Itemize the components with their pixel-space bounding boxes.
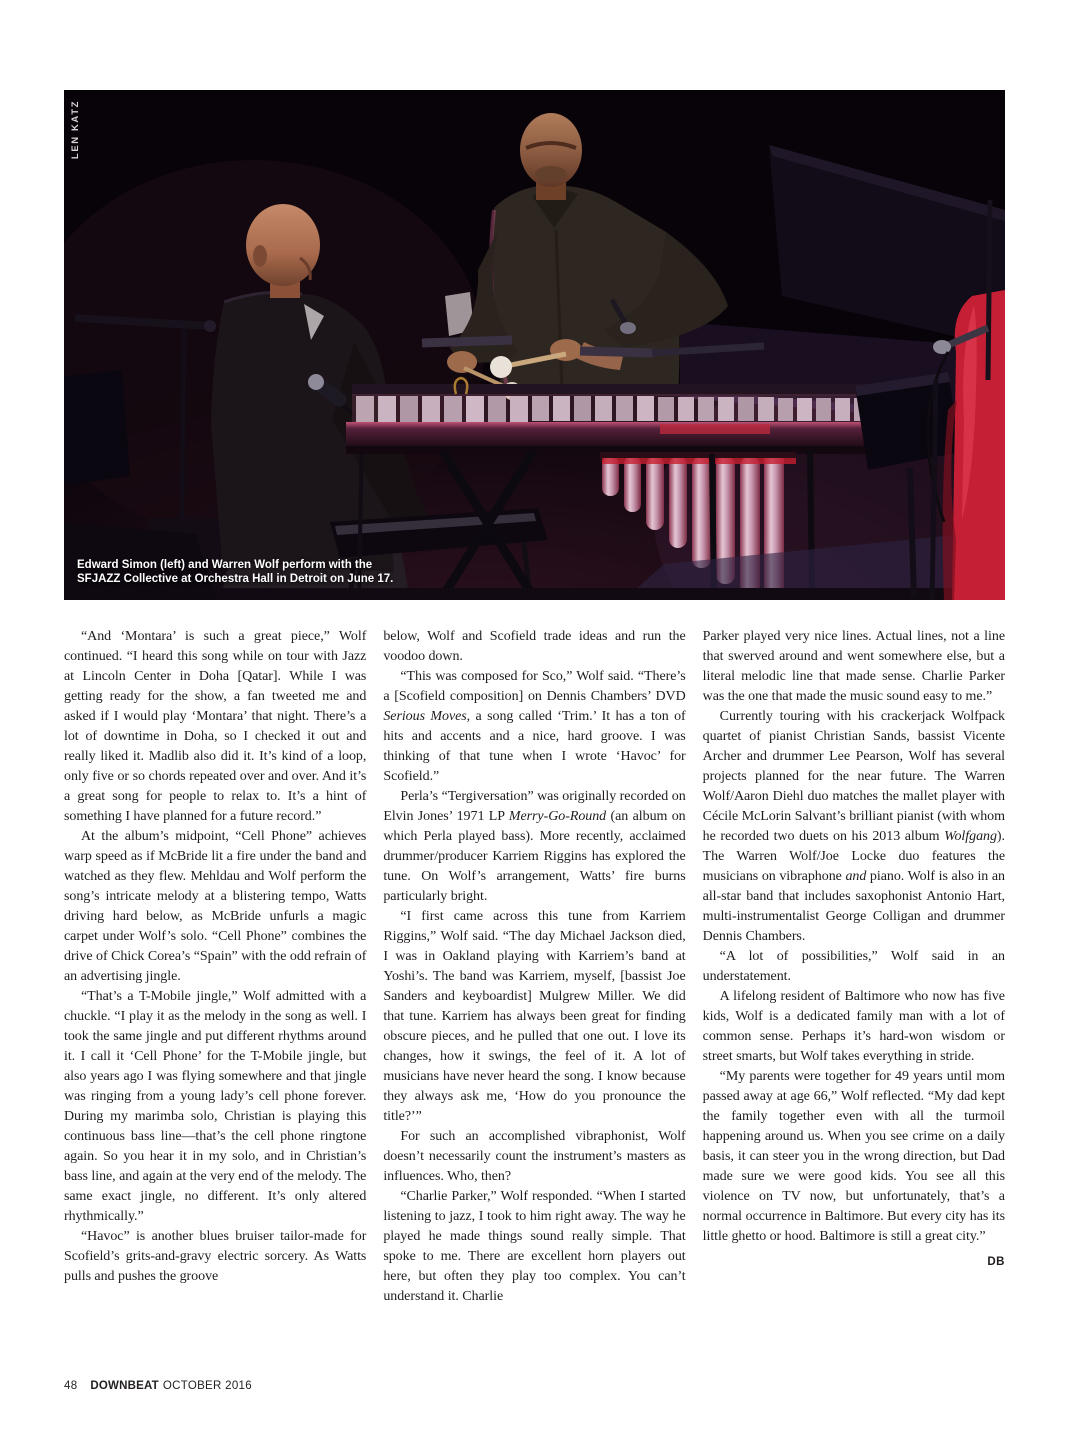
italic-text: Serious Moves [383,709,467,724]
paragraph [703,707,1005,947]
article-column-2 [383,627,685,1355]
paragraph [383,627,685,667]
paragraph [64,827,366,987]
body-text: A lifelong resident of Baltimore who now has five kids, Wolf is a dedicated family man with a lot of common sense. Perhaps it’s hard-won wisdom or street smarts, but Wolf takes everything in stride. [702,989,1005,1064]
body-text: , a song called ‘Trim.’ It has a ton of hits and accents and a nice, hard groove. I was thinking of that tune when I wrote ‘Havoc’ for Scofield.” [383,709,686,784]
magazine-name: DOWNBEAT [90,1380,159,1392]
body-text: Parker played very nice lines. Actual lines, not a line that swerved around and went somewhere else, but a literal melodic line that made sense. Charlie Parker was the one that made the music sound easy to me.” [702,629,1005,704]
paragraph [383,907,685,1127]
performance-photo [64,90,1005,600]
photo-caption-line-1: Edward Simon (left) and Warren Wolf perform with the [77,559,373,571]
photo-caption-line-2: SFJAZZ Collective at Orchestra Hall in Detroit on June 17. [77,572,394,585]
body-text: “A lot of possibilities,” Wolf said in an understatement. [702,949,1005,984]
paragraph [64,1227,366,1287]
paragraph [383,787,685,907]
body-text: ). The Warren Wolf/Joe Locke duo features the musicians on vibraphone [702,829,1005,884]
italic-text: Wolfgang [944,829,997,844]
body-text: (an album on which Perla played bass). More recently, acclaimed drummer/producer Karriem Riggins has explored the tune. On Wolf’s arrangement, Watts’ fire burns particularly bright. [383,809,686,904]
body-text: “That’s a T-Mobile jingle,” Wolf admitted with a chuckle. “I play it as the melody in the song as well. I took the same jingle and put different rhythms around it. I call it ‘Cell Phone’ for the T-Mobile jingle, but also years ago I was flying somewhere and that jingle was ringing from a young lady’s cell phone forever. During my marimba solo, Christian is playing this continuous bass line—that’s the cell phone ringtone again. So you hear it in my solo, and in Christian’s bass line, and again at the very end of the melody. The same exact jingle, no different. It’s only altered rhythmically.” [64,989,367,1224]
article-body [64,627,1005,1355]
page-number: 48 [64,1380,78,1392]
body-text: Currently touring with his crackerjack Wolfpack quartet of pianist Christian Sands, bassist Vicente Archer and drummer Lee Pearson, Wolf has several projects planned for the near future. The Warren Wolf/Aaron Diehl duo matches the mallet player with Cécile McLorin Salvant’s brilliant pianist (with whom he recorded two duets on his 2013 album [702,709,1005,844]
photo-credit: LEN KATZ [70,100,81,160]
paragraph [703,627,1005,707]
article-column-3 [703,627,1005,1355]
italic-text: Merry-Go-Round [508,809,607,824]
issue-date: OCTOBER 2016 [162,1380,252,1392]
end-of-article-mark: DB [987,1256,1005,1268]
body-text: piano. Wolf is also in an all-star band that includes saxophonist Antonio Hart, multi-instrumentalist George Colligan and drummer Dennis Chambers. [702,869,1005,944]
paragraph [703,987,1005,1067]
body-text: “My parents were together for 49 years until mom passed away at age 66,” Wolf reflected. “My dad kept the family together even with all the turmoil happening around us. When you see crime on a daily basis, it can steer you in the wrong direction, but Dad made sure we were good kids. You see all this violence on TV now, but unfortunately, that’s a normal occurrence in Baltimore. But every city has its little ghetto or hood. Baltimore is still a great city.” [702,1069,1005,1244]
paragraph [383,1187,685,1307]
body-text: For such an accomplished vibraphonist, Wolf doesn’t necessarily count the instrument’s masters as influences. Who, then? [383,1129,686,1184]
body-text: below, Wolf and Scofield trade ideas and run the voodoo down. [383,629,686,664]
body-text: At the album’s midpoint, “Cell Phone” achieves warp speed as if McBride lit a fire under the band and watched as they flew. Mehldau and Wolf perform the song’s intricate melody at a blistering tempo, Watts driving hard below, as McBride unfurls a magic carpet under Wolf’s solo. “Cell Phone” combines the drive of Chick Corea’s “Spain” with the odd refrain of an advertising jingle. [64,829,367,984]
body-text: “And ‘Montara’ is such a great piece,” Wolf continued. “I heard this song while on tour with Jazz at Lincoln Center in Doha [Qatar]. While I was getting ready for the show, a fan tweeted me and asked if I would play ‘Montara’ that night. There’s a lot of downtime in Doha, so I checked it out and really liked it. Madlib also did it. It’s kind of a loop, only five or so chords repeated over and over. And it’s a great song for people to relax to. It’s a hint of something I have planned for a future record.” [64,629,367,824]
italic-text: and [845,869,867,884]
body-text: “I first came across this tune from Karriem Riggins,” Wolf said. “The day Michael Jackson died, I was in Oakland playing with Karriem’s band at Yoshi’s. The band was Karriem, myself, [bassist Joe Sanders and keyboardist] Mulgrew Miller. We did that tune. Karriem has always been great for finding obscure pieces, and he pulled that one out. I love its changes, how it swings, the feel of it. A lot of musicians have never heard the song. I know because they always ask me, ‘How do you pronounce the title?’” [383,909,686,1124]
body-text: “Havoc” is another blues bruiser tailor-made for Scofield’s grits-and-gravy electric sorcery. As Watts pulls and pushes the groove [64,1229,367,1284]
body-text: “Charlie Parker,” Wolf responded. “When I started listening to jazz, I took to him right away. The way he played he made things sound really simple. That spoke to me. There are excellent horn players out here, but often they play too complex. You can’t understand it. Charlie [383,1189,686,1304]
paragraph [383,667,685,787]
paragraph [64,987,366,1227]
paragraph [64,627,366,827]
page-footer [64,1380,252,1392]
body-text: Perla’s “Tergiversation” was originally recorded on Elvin Jones’ 1971 LP [383,789,686,824]
photo-caption [77,559,393,586]
paragraph [702,1067,1005,1268]
paragraph [703,947,1005,987]
stage-scene-illustration [64,90,1005,600]
body-text: “This was composed for Sco,” Wolf said. “There’s a [Scofield composition] on Dennis Chambers’ DVD [383,669,686,704]
paragraph [383,1127,685,1187]
article-column-1 [64,627,366,1355]
